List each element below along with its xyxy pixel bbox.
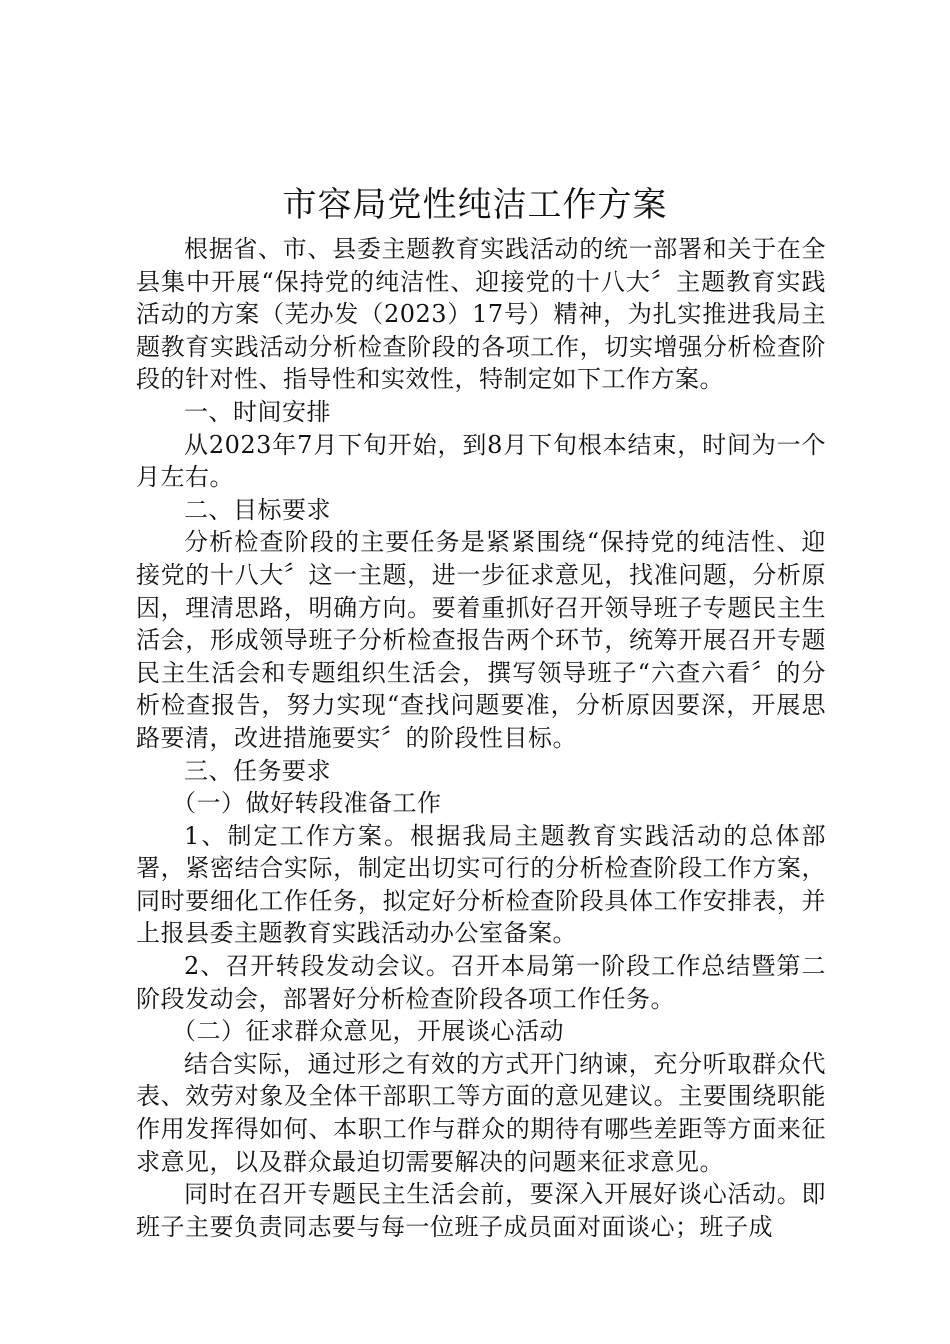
section-heading-tasks: 三、任务要求 <box>184 756 331 785</box>
subsection-heading-opinions: （二）征求群众意见，开展谈心活动 <box>172 1017 564 1046</box>
subsection-heading-preparation: （一）做好转段准备工作 <box>172 789 442 818</box>
document-body <box>136 233 826 1243</box>
paragraph-schedule: 从2023年7月下旬开始，到8月下旬根本结束，时间为一个月左右。 <box>136 430 826 492</box>
paragraph-intro: 根据省、市、县委主题教育实践活动的统一部署和关于在全县集中开展“保持党的纯洁性、迎接党的十八大〞主题教育实践活动的方案（芜办发（2023）17号）精神，为扎实推进我局主题教育实践活动分析检查阶段的各项工作，切实增强分析检查阶段的针对性、指导性和实效性，特制定如下工作方案。 <box>136 235 826 394</box>
paragraph-plan: 1、制定工作方案。根据我局主题教育实践活动的总体部署，紧密结合实际，制定出切实可行的分析检查阶段工作方案，同时要细化工作任务，拟定好分析检查阶段具体工作安排表，并上报县委主题教育实践活动办公室备案。 <box>136 821 826 948</box>
section-heading-schedule: 一、时间安排 <box>184 397 331 426</box>
paragraph-talks: 同时在召开专题民主生活会前，要深入开展好谈心活动。即班子主要负责同志要与每一位班子成员面对面谈心；班子成 <box>136 1180 826 1241</box>
document-title: 市容局党性纯洁工作方案 <box>282 185 668 225</box>
paragraph-opinions: 结合实际，通过形之有效的方式开门纳谏，充分听取群众代表、效劳对象及全体干部职工等方面的意见建议。主要围绕职能作用发挥得如何、本职工作与群众的期待有哪些差距等方面来征求意见，以及群众最迫切需要解决的问题来征求意见。 <box>136 1049 826 1176</box>
paragraph-goals: 分析检查阶段的主要任务是紧紧围绕“保持党的纯洁性、迎接党的十八大〞这一主题，进一步征求意见，找准问题，分析原因，理清思路，明确方向。要着重抓好召开领导班子专题民主生活会，形成领导班子分析检查报告两个环节，统筹开展召开专题民主生活会和专题组织生活会，撰写领导班子“六查六看〞的分析检查报告，努力实现“查找问题要准，分析原因要深，开展思路要清，改进措施要实〞的阶段性目标。 <box>136 528 826 752</box>
paragraph-meeting: 2、召开转段发动会议。召开本局第一阶段工作总结暨第二阶段发动会，部署好分析检查阶段各项工作任务。 <box>136 952 826 1013</box>
section-heading-goals: 二、目标要求 <box>184 495 331 524</box>
